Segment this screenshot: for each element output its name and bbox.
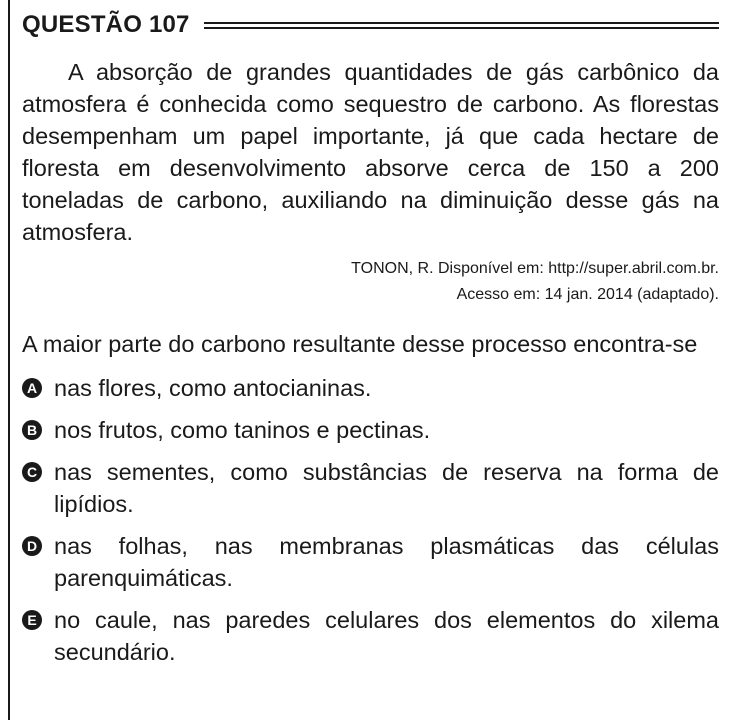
option-e-text: no caule, nas paredes celulares dos elementos do xilema secundário. — [54, 607, 719, 665]
source-line-2: Acesso em: 14 jan. 2014 (adaptado). — [456, 286, 719, 303]
option-e-letter-badge: E — [22, 610, 42, 630]
option-d[interactable] — [22, 530, 719, 594]
source-line-1: TONON, R. Disponível em: http://super.abril.com.br. — [351, 260, 719, 277]
option-a-text: nas flores, como antocianinas. — [54, 375, 372, 401]
source-citation — [22, 256, 719, 308]
question-title: QUESTÃO 107 — [22, 11, 190, 38]
question-header — [22, 0, 719, 50]
question-stem: A maior parte do carbono resultante desse processo encontra-se — [22, 331, 698, 357]
option-e[interactable] — [22, 604, 719, 668]
passage-text: A absorção de grandes quantidades de gás carbônico da atmosfera é conhecida como sequestro de carbono. As florestas desempenham um papel importante, já que cada hectare de floresta em desenvolvimento absorve cerca de 150 a 200 toneladas de carbono, auxiliando na diminuição desse gás na atmosfera. — [22, 59, 719, 245]
question-block — [22, 0, 719, 678]
option-c[interactable] — [22, 456, 719, 520]
option-b-letter-badge: B — [22, 420, 42, 440]
header-double-rule — [204, 22, 719, 29]
option-a[interactable] — [22, 372, 719, 404]
option-b-text: nos frutos, como taninos e pectinas. — [54, 417, 431, 443]
option-c-text: nas sementes, como substâncias de reserva na forma de lipídios. — [54, 459, 719, 517]
option-a-letter-badge: A — [22, 378, 42, 398]
option-d-letter-badge: D — [22, 536, 42, 556]
left-margin-rule — [8, 0, 10, 720]
option-d-text: nas folhas, nas membranas plasmáticas das células parenquimáticas. — [54, 533, 719, 591]
option-b[interactable] — [22, 414, 719, 446]
option-c-letter-badge: C — [22, 462, 42, 482]
answer-options — [22, 372, 719, 668]
